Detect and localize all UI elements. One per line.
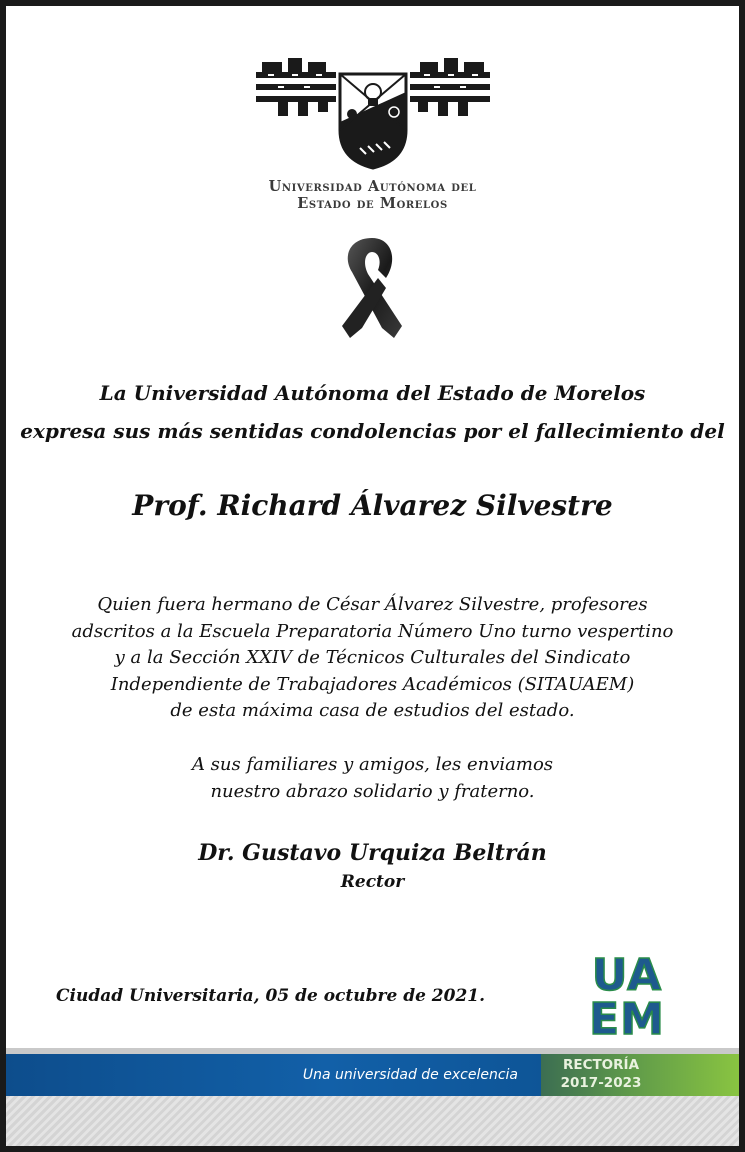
- condolence-wish: [6, 752, 739, 805]
- body-line: Independiente de Trabajadores Académicos (SITAUAEM): [110, 673, 635, 695]
- body-line: Quien fuera hermano de César Álvarez Silvestre, profesores: [97, 594, 648, 615]
- rectoria-period: [541, 1056, 661, 1092]
- signer-title: Rector: [340, 872, 405, 892]
- university-name: [6, 178, 739, 212]
- body-line: adscritos a la Escuela Preparatoria Número Uno turno vespertino: [71, 620, 674, 642]
- footer-slogan: Una universidad de excelencia: [302, 1067, 518, 1083]
- honoree-name: Prof. Richard Álvarez Silvestre: [132, 489, 613, 522]
- announcement-line2: expresa sus más sentidas condolencias por el fallecimiento del: [20, 419, 725, 443]
- wish-line: nuestro abrazo solidario y fraterno.: [210, 780, 535, 802]
- uaem-logo: [582, 950, 672, 1045]
- rectoria-years: 2017-2023: [560, 1075, 642, 1091]
- university-name-line1: Universidad Autónoma del: [268, 178, 477, 195]
- body-line: de esta máxima casa de estudios del estado.: [170, 700, 575, 721]
- mourning-ribbon-icon: [332, 234, 412, 338]
- uaem-logo-line2: EM: [589, 994, 665, 1045]
- announcement-heading: [6, 374, 739, 450]
- place-and-date: Ciudad Universitaria, 05 de octubre de 2021.: [56, 986, 486, 1006]
- university-name-line2: Estado de Morelos: [297, 195, 448, 212]
- body-line: y a la Sección XXIV de Técnicos Culturales del Sindicato: [114, 647, 631, 668]
- footer-stripe-pattern: [6, 1096, 739, 1146]
- university-crest-logo: [248, 52, 498, 172]
- condolence-notice: [6, 6, 739, 1146]
- announcement-line1: La Universidad Autónoma del Estado de Morelos: [99, 381, 646, 405]
- body-paragraph: [6, 592, 739, 725]
- rectoria-label: RECTORÍA: [562, 1057, 640, 1073]
- uaem-logo-line1: UA: [591, 950, 663, 1001]
- signer-name: Dr. Gustavo Urquiza Beltrán: [198, 840, 547, 866]
- wish-line: A sus familiares y amigos, les enviamos: [191, 754, 554, 775]
